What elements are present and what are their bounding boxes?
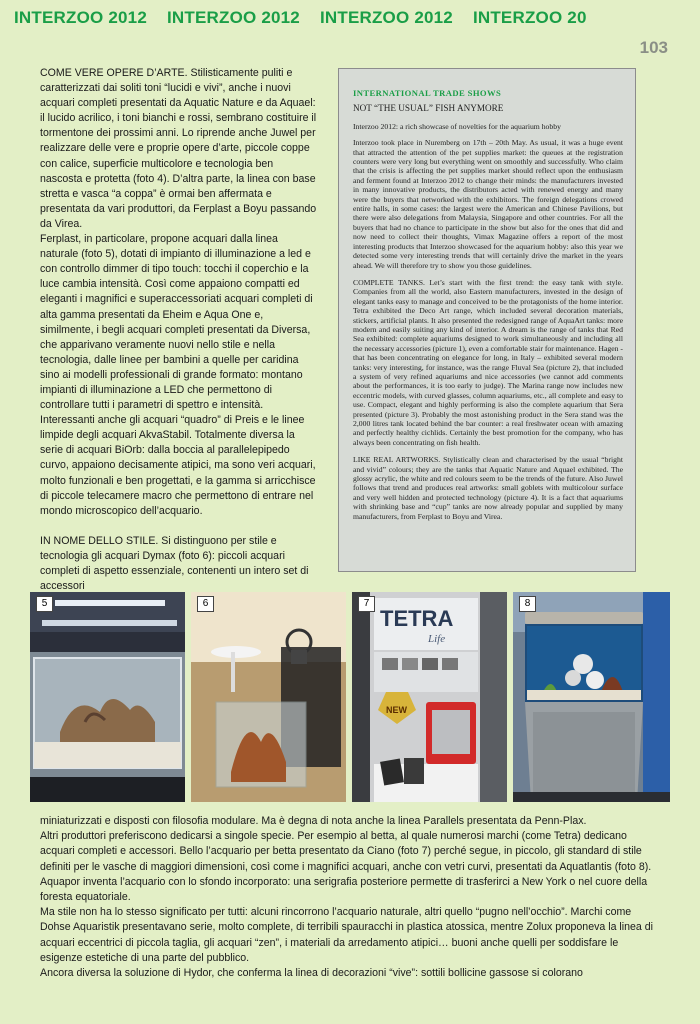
- photo-number: 5: [36, 596, 53, 612]
- new-badge-text: NEW: [386, 705, 407, 715]
- paragraph-spacer: [40, 519, 318, 534]
- paragraph: Aquapor inventa l’acquario con lo sfondo incorporato: una serigrafia posteriore permette di trasferirci a New York o nel cuore della foresta equatoriale.: [40, 875, 648, 904]
- paragraph: miniaturizzati e disposti con filosofia modulare. Ma è degna di nota anche la linea Parallels presentata da Penn-Plax.: [40, 815, 587, 827]
- sidebar-lead: Interzoo 2012: a rich showcase of novelties for the aquarium hobby: [353, 121, 561, 131]
- aquarium-photo-6-image: [191, 592, 346, 802]
- photo-7: [352, 592, 507, 802]
- header-title: INTERZOO 2012: [319, 8, 453, 27]
- paragraph: Ancora diversa la soluzione di Hydor, che conferma la linea di decorazioni “vive”: sottili bollicine gassose si colorano: [40, 967, 583, 980]
- tetra-sign-subtext: Life: [428, 633, 446, 645]
- header-title: INTERZOO 2012: [166, 8, 300, 27]
- bottom-text-column: [40, 814, 660, 981]
- photo-6: [191, 592, 346, 802]
- photo-strip: [30, 592, 670, 802]
- paragraph: Ferplast, in particolare, propone acquari dalla linea naturale (foto 5), dotati di impianto di illuminazione a led e con controllo dimmer di tipo touch: tocchi il coperchio e la luce cambia intensità. Così come appaiono compatti ed eleganti i magnifici e superaccessoriati acquari completi di alta gamma presentati da Eheim e Aqua One e, similmente, i begli acquari completi presentati da Diversa, che apparivano veramente nuovi nello stile e nella tecnologia, dalle linee per bambini a quelle per caridina sino ai modelli professionali di grande formato: montano impianti di illuminazione a LED che permettono di controllare tutti i parametri di spettro e intensità.: [40, 233, 313, 412]
- paragraph: Interessanti anche gli acquari “quadro” di Preis e le linee limpide degli acquari AkvaStabil. Totalmente diversa la serie di acquari BiOrb: dalla boccia al parallelepipedo curvo, appaiono decisamente atipici, ma sono veri acquari, molto funzionali e ben progettati, e la gamma si arricchisce di piccole telecamere macro che permettono di entrare nel mondo microscopico dell’acquario.: [40, 414, 316, 517]
- photo-8: [513, 592, 670, 802]
- aquarium-photo-7-image: [352, 592, 507, 802]
- header-title: INTERZOO 20: [472, 8, 587, 27]
- aquarium-photo-5-image: [30, 592, 185, 802]
- sidebar-title: INTERNATIONAL TRADE SHOWS: [353, 88, 502, 98]
- paragraph: Ma stile non ha lo stesso significato per tutti: alcuni rincorrono l’acquario naturale, altri quello “pugno nell’occhio”. Marchi come Dohse Aquaristik presentavano serie, molto complete, di terribili spauracchi in plastica atossica, mentre Zolux proponeva la linea di acquari eccentrici di piccola taglia, gli acquari “zen”, i materiali da arredamento atipici… buoni anche quelli per soddisfare le esigenze estetiche di una parte del pubblico.: [40, 906, 653, 964]
- paragraph: COME VERE OPERE D’ARTE. Stilisticamente puliti e caratterizzati dai soliti toni “lucidi e vivi”, anche i nuovi acquari completi presentati da Aquatic Nature e da Aquael: il lucido acrilico, i toni bianchi e rossi, sembrano costituire il tormentone dei prossimi anni. Lo riprende anche Juwel per realizzare delle vere e proprie opere d’arte, piccole coppe con calice, superficie multicolore e tecnologia ben nascosta e protetta (foto 4). D’altra parte, la linea con base stretta e vasca “a coppa” è ormai ben affermata e presentata da vari produttori, da Ferplast a Boyu passando da Virea.: [40, 67, 317, 230]
- photo-number: 8: [519, 596, 536, 612]
- aquarium-photo-8-image: [513, 592, 670, 802]
- header-title: INTERZOO 2012: [14, 8, 147, 27]
- sidebar-paragraph: LIKE REAL ARTWORKS. Stylistically clean and characterised by the usual “bright and vivid” colours; they are the tanks that Aquatic Nature and Aquael exhibited. The glossy acrylic, the white and red colours seem to be the trends of the future. Also Juwel follows that trend and produces real artworks: small goblets with multicolour surface and very well hidden and protected technology (picture 4). It is a fact that aquariums with shrinking base and “cup” tanks are now already popular and supplied by many manufacturers, from Ferplast to Boyu and Virea.: [353, 455, 623, 521]
- page-number: 103: [639, 38, 668, 57]
- sidebar-paragraph: Interzoo took place in Nuremberg on 17th – 20th May. As usual, it was a huge event that attracted the attention of the pet supplies market: the queues at the registration counters were very long but everything went on smoothly and successfully. Who claim that the crisis is affecting the pet supplies market should reflect upon the enthusiasm and ferment found at Interzoo 2012 to change their minds: the manufacturers invested in many innovative products, the distributors acted with renewed energy and many were the buyers that networked with the exhibitors. The foreign delegations crowed entire halls, in some cases: the largest were the American and Chinese Pavilions, but there were also delegations from Malaysia, Singapore and other countries. For all the buyers that had no chance to participate in the show but also for the ones that did and now need to collect their thoughts, Vimax Magazine offers a report of the most interesting products that Interzoo showcased for the aquarium hobby: also this year we detected some very interesting trends that will certainly drive the market in the years ahead. We will therefore try to show you those guidelines.: [353, 138, 623, 270]
- photo-number: 6: [197, 596, 214, 612]
- running-header: [0, 8, 700, 38]
- paragraph: IN NOME DELLO STILE. Si distinguono per stile e tecnologia gli acquari Dymax (foto 6): piccoli acquari completi di aspetto essenziale, contenenti un intero set di accessori: [40, 534, 309, 593]
- sidebar-subtitle: NOT “THE USUAL” FISH ANYMORE: [353, 103, 504, 114]
- photo-number: 7: [358, 596, 375, 612]
- tetra-sign-text: TETRA: [380, 606, 454, 631]
- english-sidebar-box: [338, 68, 636, 572]
- paragraph: Altri produttori preferiscono dedicarsi a singole specie. Per esempio al betta, al quale numerosi marchi (come Tetra) dedicano acquari completi e accessori. Bello l’acquario per betta presentato da Ciano (foto 7) perché segue, in piccolo, gli standard di stile definiti per le vasche di maggiori dimensioni, così come i magnifici acquari, anche con vetri curvi, presentati da Aquatlantis (foto 8).: [40, 830, 652, 873]
- sidebar-paragraph: COMPLETE TANKS. Let’s start with the first trend: the easy tank with style. Companies from all the world, also Eastern manufacturers, invested in the design of elegant tanks easy to manage and conceived to be the protagonists of the home interior. Tetra exhibited the Deco Art range, which included several decoration materials, stickers, artificial plants. It also presented the redesigned range of AquaArt tanks: more modern and easily suiting any kind of interior. A dream is the range of tanks that Red Sea exhibited: complete aquariums designed to work simultaneously and including all the necessary accessories (picture 1), even a comfortable stair for maintenance. Hagen - that has been concentrating on elegance for long, in Italy – exhibited several modern tanks: very interesting, for instance, was the range Fluval Sea (picture 2), that included a system of very refined aquariums and nice accessories (we cannot add comments about the performances, it is too early to judge). The Marina range now includes new eccentric models, with curved glasses, column aquariums, etc., all complete and easy to use. Compact, elegant and highly performing is also the complete aquarium that Sera presented (picture 3). Probably the most astonishing product in the Sera stand was the 2,000 litres tank located behind the bar counter: a real freshwater ocean with amazing and perfectly healthy cichlids. Certainly the best promotion for the company, who has always been concentrating on fish health.: [353, 277, 623, 447]
- left-text-column: [40, 66, 318, 594]
- photo-5: [30, 592, 185, 802]
